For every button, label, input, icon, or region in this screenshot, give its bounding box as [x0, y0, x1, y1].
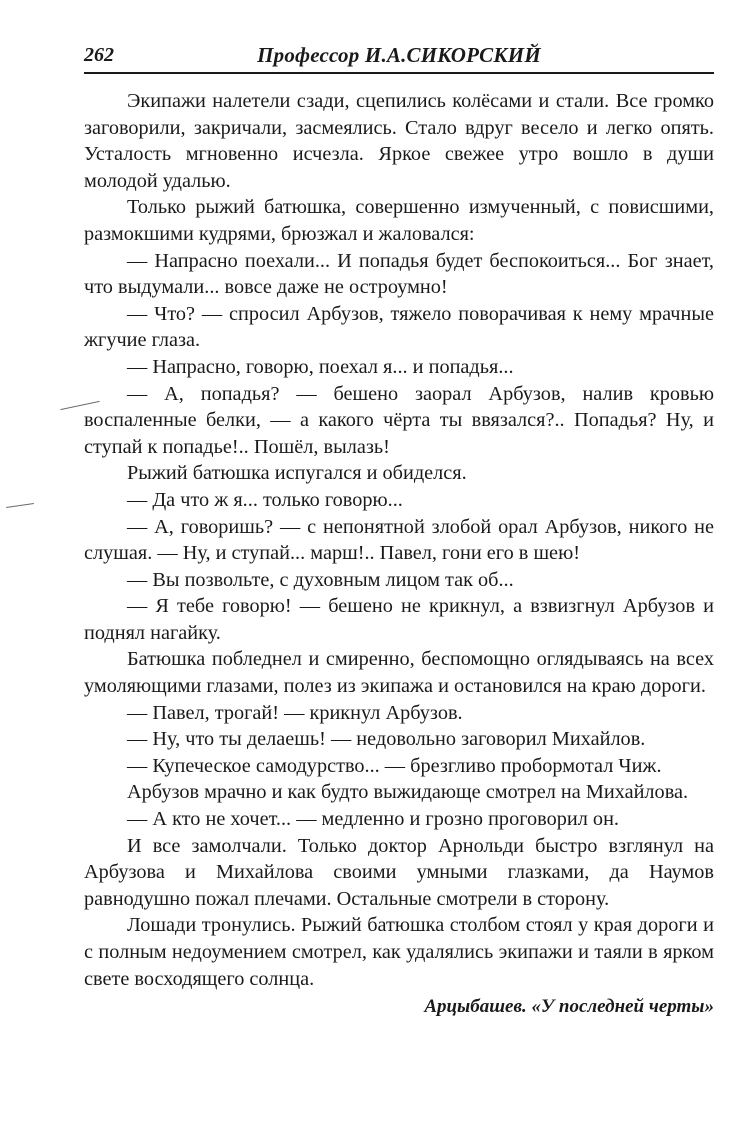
header-rule: [84, 72, 714, 74]
paragraph: Лошади тронулись. Рыжий батюшка столбом стоял у края дороги и с полным недоумением смотрел, как удалялись экипажи и таяли в ярком свете восходящего солнца.: [84, 914, 714, 990]
paragraph: — Я тебе говорю! — бешено не крикнул, а взвизгнул Арбузов и поднял нагайку.: [84, 595, 714, 644]
scan-mark: [6, 503, 34, 508]
paragraph: — Напрасно, говорю, поехал я... и попадья...: [127, 355, 514, 378]
paragraph: — Что? — спросил Арбузов, тяжело поворачивая к нему мрачные жгучие глаза.: [84, 302, 714, 352]
paragraph: — А кто не хочет... — медленно и грозно проговорил он.: [127, 808, 619, 831]
paragraph: — Купеческое самодурство... — брезгливо пробормотал Чиж.: [127, 754, 662, 777]
paragraph: Экипажи налетели сзади, сцепились колёсами и стали. Все громко заговорили, закричали, засмеялись. Стало вдруг весело и легко опять. Усталость мгновенно исчезла. Яркое свежее утро вошло в души молодой удалью.: [84, 90, 714, 192]
attribution: Арцыбашев. «У последней черты»: [424, 996, 714, 1018]
paragraph: — Павел, трогай! — крикнул Арбузов.: [127, 701, 463, 724]
paragraph: Рыжий батюшка испугался и обиделся.: [127, 462, 467, 485]
paragraph: Арбузов мрачно и как будто выжидающе смотрел на Михайлова.: [127, 781, 689, 804]
paragraph: Только рыжий батюшка, совершенно измученный, с повисшими, размокшими кудрями, брюзжал и жаловался:: [84, 196, 714, 245]
paragraph: — А, попадья? — бешено заорал Арбузов, налив кровью воспаленные белки, — а какого чёрта ты ввязался?.. Попадья? Ну, и ступай к попадье!.. Пошёл, вылазь!: [84, 382, 714, 458]
paragraph: — Да что ж я... только говорю...: [127, 488, 403, 511]
page-number: 262: [84, 44, 114, 66]
page-header: [84, 42, 714, 72]
running-title: Профессор И.А.СИКОРСКИЙ: [257, 43, 541, 67]
body-text: [84, 88, 714, 1020]
paragraph: Батюшка побледнел и смиренно, беспомощно оглядываясь на всех умоляющими глазами, полез из экипажа и остановился на краю дороги.: [84, 648, 714, 698]
paragraph: — Вы позвольте, с духовным лицом так об...: [127, 568, 514, 591]
paragraph: — А, говоришь? — с непонятной злобой орал Арбузов, никого не слушая. — Ну, и ступай... марш!.. Павел, гони его в шею!: [84, 515, 714, 565]
paragraph: И все замолчали. Только доктор Арнольди быстро взглянул на Арбузова и Михайлова своими умными глазками, да Наумов равнодушно пожал плечами. Остальные смотрели в сторону.: [84, 834, 714, 910]
paragraph: — Ну, что ты делаешь! — недовольно заговорил Михайлов.: [127, 728, 646, 751]
paragraph: — Напрасно поехали... И попадья будет беспокоиться... Бог знает, что выдумали... вовсе даже не остроумно!: [84, 249, 714, 299]
